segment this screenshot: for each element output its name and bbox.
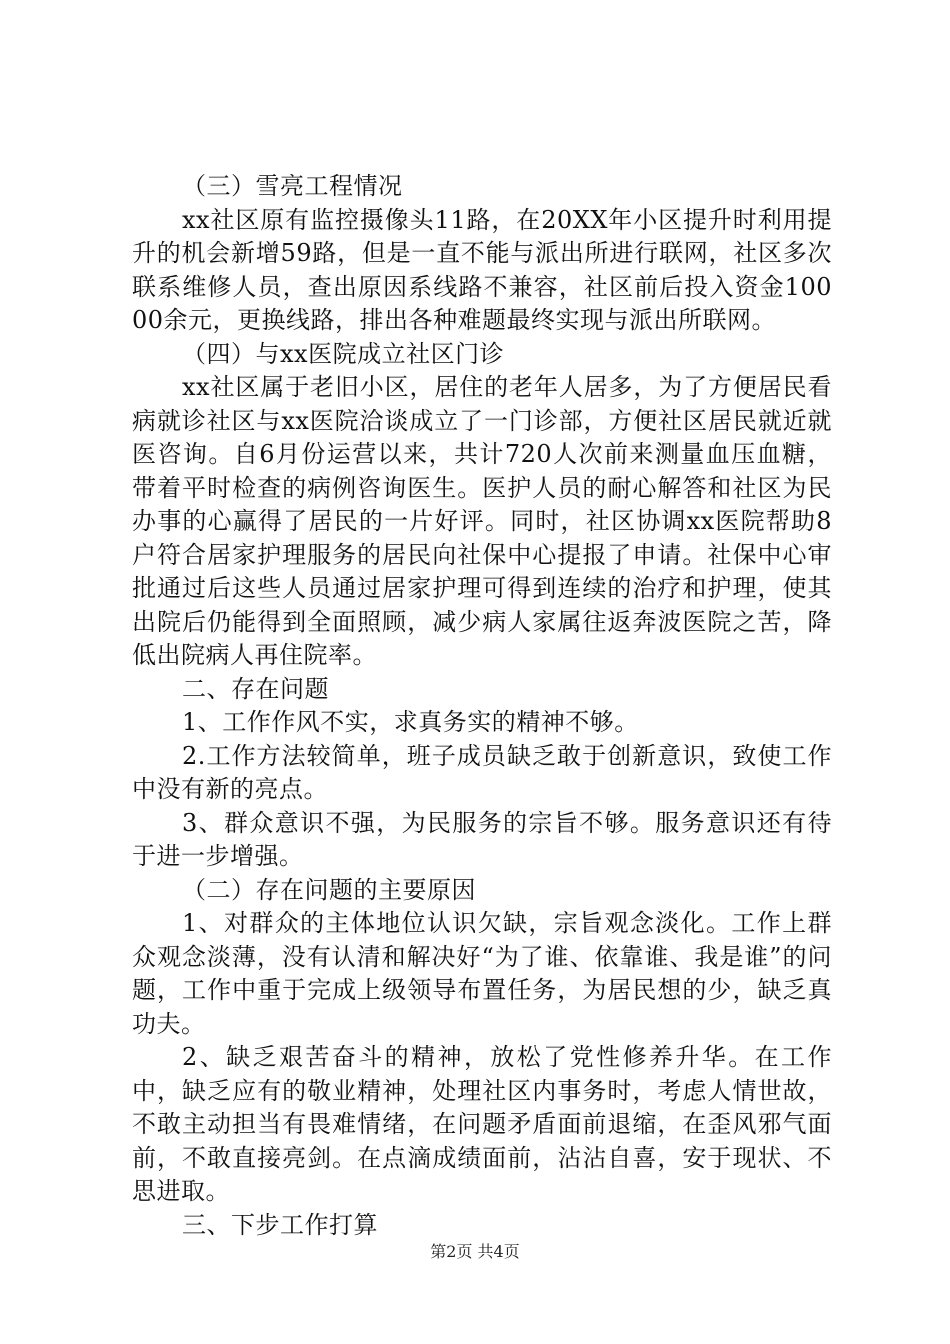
section-heading-next-steps: 三、下步工作打算	[182, 1210, 378, 1239]
list-item-problem-3: 3、群众意识不强，为民服务的宗旨不够。服务意识还有待于进一步增强。	[132, 808, 832, 870]
list-item-problem-2: 2.工作方法较简单，班子成员缺乏敢于创新意识，致使工作中没有新的亮点。	[132, 741, 832, 803]
section-heading-causes: （二）存在问题的主要原因	[182, 875, 476, 904]
list-item-cause-2: 2、缺乏艰苦奋斗的精神，放松了党性修养升华。在工作中，缺乏应有的敬业精神，处理社区内事务时，考虑人情世故，不敢主动担当有畏难情绪，在问题矛盾面前退缩，在歪风邪气面前，不敢直接亮剑。在点滴成绩面前，沾沾自喜，安于现状、不思进取。	[132, 1043, 832, 1205]
section-heading-clinic: （四）与xx医院成立社区门诊	[182, 339, 505, 368]
section-heading-problems: 二、存在问题	[182, 674, 329, 703]
paragraph-clinic: xx社区属于老旧小区，居住的老年人居多，为了方便居民看病就诊社区与xx医院洽谈成立了一门诊部，方便社区居民就近就医咨询。自6月份运营以来，共计720人次前来测量血压血糖，带着平时检查的病例咨询医生。医护人员的耐心解答和社区为民办事的心赢得了居民的一片好评。同时，社区协调xx医院帮助8户符合居家护理服务的居民向社保中心提报了申请。社保中心审批通过后这些人员通过居家护理可得到连续的治疗和护理，使其出院后仍能得到全面照顾，减少病人家属往返奔波医院之苦，降低出院病人再住院率。	[132, 373, 832, 669]
page-footer: 第2页 共4页	[430, 1242, 520, 1261]
document-body	[132, 170, 832, 1242]
list-item-problem-1: 1、工作作风不实，求真务实的精神不够。	[182, 708, 639, 736]
paragraph-snow-project: xx社区原有监控摄像头11路，在20XX年小区提升时利用提升的机会新增59路，但是一直不能与派出所进行联网，社区多次联系维修人员，查出原因系线路不兼容，社区前后投入资金10000余元，更换线路，排出各种难题最终实现与派出所联网。	[132, 205, 832, 334]
section-heading-snow-project: （三）雪亮工程情况	[182, 172, 403, 200]
list-item-cause-1: 1、对群众的主体地位认识欠缺，宗旨观念淡化。工作上群众观念淡薄，没有认清和解决好“为了谁、依靠谁、我是谁”的问题，工作中重于完成上级领导布置任务，为居民想的少，缺乏真功夫。	[132, 909, 832, 1038]
